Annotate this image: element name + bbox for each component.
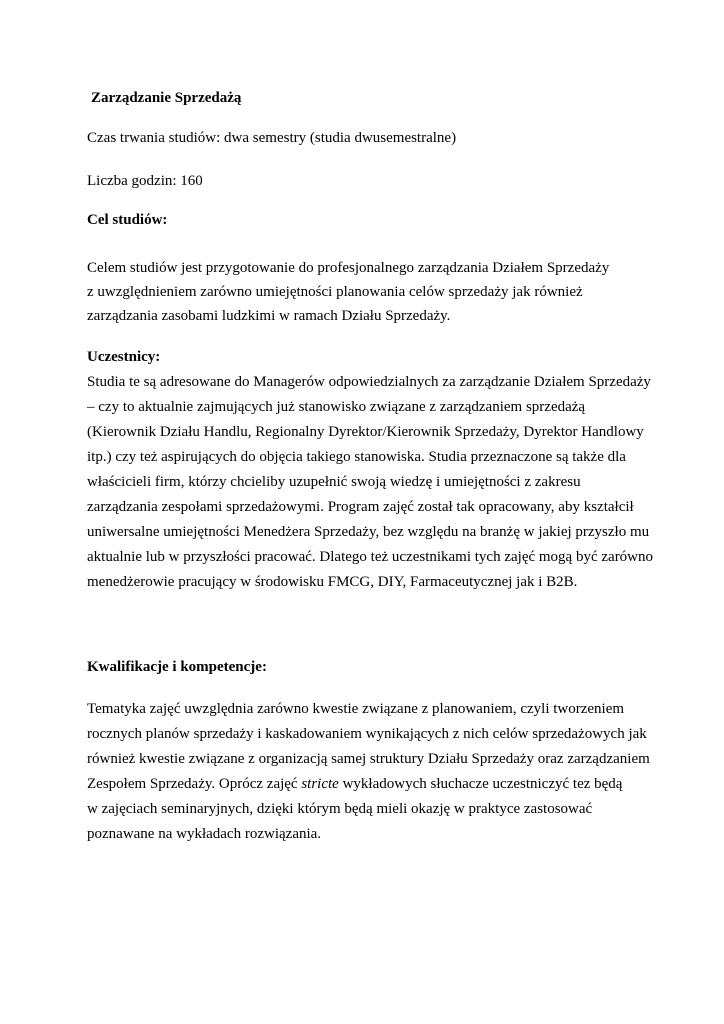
qualifications-line [87,774,622,794]
participants-line: – czy to aktualnie zajmujących już stanowisko związane z zarządzaniem sprzedażą [87,399,586,415]
participants-line: zarządzania zespołami sprzedażowymi. Program zajęć został tak opracowany, aby kształcił [87,499,634,515]
participants-line: właścicieli firm, którzy chcieliby uzupełnić swoją wiedzę i umiejętności z zakresu [87,474,581,490]
participants-heading: Uczestnicy: [87,349,161,365]
qualifications-text: Zespołem Sprzedaży. Oprócz zajęć [87,776,302,792]
participants-line: itp.) czy też aspirujących do objęcia takiego stanowiska. Studia przeznaczone są także dla [87,449,626,465]
participants-line: menedżerowie pracujący w środowisku FMCG, DIY, Farmaceutycznej jak i B2B. [87,574,578,590]
participants-line: uniwersalne umiejętności Menedżera Sprzedaży, bez względu na branżę w jakiej przyszło mu [87,524,650,540]
document-title: Zarządzanie Sprzedażą [91,90,242,106]
qualifications-heading: Kwalifikacje i kompetencje: [87,659,267,675]
goal-line: z uwzględnieniem zarówno umiejętności planowania celów sprzedaży jak również [87,284,583,300]
qualifications-italic-word: stricte [301,776,339,792]
qualifications-line: w zajęciach seminaryjnych, dzięki którym będą mieli okazję w praktyce zastosować [87,801,593,817]
qualifications-line: również kwestie związane z organizacją samej struktury Działu Sprzedaży oraz zarządzaniem [87,751,650,767]
participants-line: aktualnie lub w przyszłości pracować. Dlatego też uczestnikami tych zajęć mogą być zarówno [87,549,654,565]
goal-heading: Cel studiów: [87,212,168,228]
goal-line: Celem studiów jest przygotowanie do profesjonalnego zarządzania Działem Sprzedaży [87,260,610,276]
participants-line: Studia te są adresowane do Managerów odpowiedzialnych za zarządzanie Działem Sprzedaży [87,374,651,390]
qualifications-line: rocznych planów sprzedaży i kaskadowaniem wynikających z nich celów sprzedażowych jak [87,726,647,742]
qualifications-text: wykładowych słuchacze uczestniczyć tez będą [338,776,623,792]
participants-line: (Kierownik Działu Handlu, Regionalny Dyrektor/Kierownik Sprzedaży, Dyrektor Handlowy [87,424,644,440]
goal-line: zarządzania zasobami ludzkimi w ramach Działu Sprzedaży. [87,308,451,324]
qualifications-line: Tematyka zajęć uwzględnia zarówno kwestie związane z planowaniem, czyli tworzeniem [87,701,625,717]
hours-count: Liczba godzin: 160 [87,173,203,189]
study-duration: Czas trwania studiów: dwa semestry (studia dwusemestralne) [87,130,457,146]
qualifications-line: poznawane na wykładach rozwiązania. [87,826,322,842]
